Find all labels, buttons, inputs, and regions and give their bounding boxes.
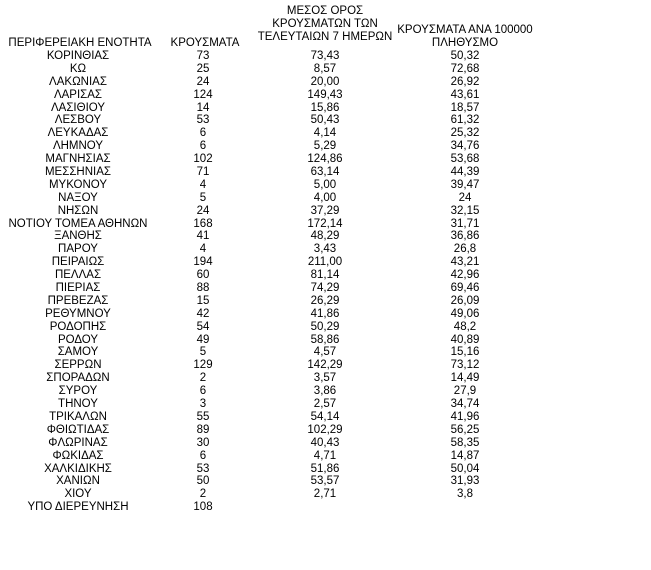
cell-regional-unit: ΞΑΝΘΗΣ — [54, 230, 102, 243]
cell-cases-per-100000: 42,96 — [450, 269, 480, 282]
cell-cases-per-100000: 50,04 — [450, 462, 480, 475]
cell-7day-average: 40,43 — [310, 436, 340, 449]
table-row — [0, 385, 651, 398]
table-row — [0, 89, 651, 102]
cell-7day-average: 50,43 — [310, 114, 340, 127]
cell-7day-average: 5,29 — [313, 140, 337, 153]
cell-7day-average: 63,14 — [310, 166, 340, 179]
cell-cases-per-100000: 26,8 — [453, 243, 477, 256]
cell-7day-average: 74,29 — [310, 282, 340, 295]
cell-regional-unit: ΣΑΜΟΥ — [57, 346, 99, 359]
cell-cases: 50 — [196, 475, 210, 488]
cell-cases-per-100000: 50,32 — [450, 50, 480, 62]
table-row — [0, 269, 651, 282]
table-row — [0, 140, 651, 153]
cell-cases-per-100000: 27,9 — [453, 385, 477, 398]
cell-cases: 168 — [193, 217, 213, 230]
cell-regional-unit: ΛΗΜΝΟΥ — [52, 140, 104, 153]
cell-cases: 108 — [193, 501, 213, 514]
cell-cases-per-100000: 58,35 — [450, 436, 480, 449]
table-row — [0, 488, 651, 501]
cell-cases-per-100000: 41,96 — [450, 410, 480, 423]
cell-regional-unit: ΛΑΣΙΘΙΟΥ — [50, 101, 106, 114]
table-row — [0, 218, 651, 231]
cell-7day-average: 54,14 — [310, 410, 340, 423]
cell-regional-unit: ΝΑΞΟΥ — [58, 191, 98, 204]
cell-7day-average: 172,14 — [307, 217, 343, 230]
cell-regional-unit: ΣΥΡΟΥ — [58, 385, 98, 398]
cell-regional-unit: ΤΡΙΚΑΛΩΝ — [49, 410, 107, 423]
cell-cases: 2 — [199, 372, 207, 385]
cell-7day-average: 211,00 — [307, 256, 343, 269]
cell-7day-average: 48,29 — [310, 230, 340, 243]
cell-cases: 124 — [193, 88, 213, 101]
cell-7day-average: 4,14 — [313, 127, 337, 140]
cell-cases: 102 — [193, 153, 213, 166]
cell-7day-average: 3,57 — [313, 372, 337, 385]
cell-regional-unit: ΠΙΕΡΙΑΣ — [55, 282, 101, 295]
cell-cases: 194 — [193, 256, 213, 269]
cell-7day-average: 41,86 — [310, 307, 340, 320]
cell-7day-average: 5,00 — [313, 178, 337, 191]
cell-regional-unit: ΜΕΣΣΗΝΙΑΣ — [44, 166, 112, 179]
cell-7day-average: 58,86 — [310, 333, 340, 346]
table-row — [0, 475, 651, 488]
table-row — [0, 243, 651, 256]
cell-7day-average: 4,71 — [313, 449, 337, 462]
cell-cases-per-100000: 43,61 — [450, 88, 480, 101]
cell-cases-per-100000: 73,12 — [450, 359, 480, 372]
table-row — [0, 346, 651, 359]
cell-cases-per-100000: 34,74 — [450, 398, 480, 411]
cell-regional-unit: ΤΗΝΟΥ — [58, 398, 98, 411]
cell-7day-average: 142,29 — [307, 359, 343, 372]
cell-regional-unit: ΦΘΙΩΤΙΔΑΣ — [46, 423, 110, 436]
cell-cases-per-100000: 56,25 — [450, 423, 480, 436]
cell-cases: 5 — [199, 191, 207, 204]
cell-cases: 30 — [196, 436, 210, 449]
table-row — [0, 114, 651, 127]
header-line: ΚΡΟΥΣΜΑΤΑ ΑΝΑ 100000 — [397, 24, 533, 36]
cell-cases-per-100000: 14,49 — [450, 372, 480, 385]
cell-7day-average: 20,00 — [310, 75, 340, 88]
table-row — [0, 192, 651, 205]
cell-7day-average: 3,86 — [313, 385, 337, 398]
cell-regional-unit: ΛΑΚΩΝΙΑΣ — [49, 75, 107, 88]
cell-cases: 6 — [199, 127, 207, 140]
cell-cases: 73 — [196, 50, 210, 62]
cell-regional-unit: ΜΥΚΟΝΟΥ — [48, 178, 108, 191]
table-row — [0, 450, 651, 463]
cell-cases-per-100000: 31,93 — [450, 475, 480, 488]
cell-regional-unit: ΠΑΡΟΥ — [58, 243, 98, 256]
table-row — [0, 359, 651, 372]
header-line: ΠΕΡΙΦΕΡΕΙΑΚΗ ΕΝΟΤΗΤΑ — [8, 37, 152, 49]
cell-regional-unit: ΥΠΟ ΔΙΕΡΕΥΝΗΣΗ — [27, 501, 129, 514]
table-row — [0, 411, 651, 424]
table-row — [0, 63, 651, 76]
cell-regional-unit: ΛΕΣΒΟΥ — [54, 114, 102, 127]
header-7day-average — [255, 5, 395, 44]
table-row — [0, 153, 651, 166]
cell-cases: 71 — [196, 166, 210, 179]
cell-cases-per-100000: 39,47 — [450, 178, 480, 191]
header-line: ΠΛΗΘΥΣΜΟ — [431, 37, 499, 49]
table-row — [0, 437, 651, 450]
cell-cases-per-100000: 48,2 — [453, 320, 477, 333]
cell-cases: 89 — [196, 423, 210, 436]
cell-cases: 54 — [196, 320, 210, 333]
cell-cases: 4 — [199, 243, 207, 256]
cell-cases-per-100000: 26,09 — [450, 294, 480, 307]
cell-cases: 6 — [199, 140, 207, 153]
cell-cases-per-100000: 72,68 — [450, 62, 480, 75]
table-row — [0, 398, 651, 411]
cell-cases: 5 — [199, 346, 207, 359]
table-row — [0, 205, 651, 218]
cell-cases: 14 — [196, 101, 210, 114]
header-cases-per-100000 — [390, 24, 540, 50]
cell-7day-average: 8,57 — [313, 62, 337, 75]
cell-regional-unit: ΦΩΚΙΔΑΣ — [52, 449, 104, 462]
cell-regional-unit: ΝΟΤΙΟΥ ΤΟΜΕΑ ΑΘΗΝΩΝ — [8, 217, 148, 230]
cell-7day-average: 4,00 — [313, 191, 337, 204]
table-row — [0, 334, 651, 347]
cell-regional-unit: ΧΑΛΚΙΔΙΚΗΣ — [44, 462, 112, 475]
cell-regional-unit: ΚΟΡΙΝΘΙΑΣ — [46, 50, 110, 62]
cell-cases: 42 — [196, 307, 210, 320]
table-row — [0, 463, 651, 476]
table-row — [0, 76, 651, 89]
cell-7day-average: 50,29 — [310, 320, 340, 333]
cell-cases-per-100000: 31,71 — [450, 217, 480, 230]
cell-cases-per-100000: 32,15 — [450, 204, 480, 217]
cell-cases: 53 — [196, 114, 210, 127]
cell-cases-per-100000: 25,32 — [450, 127, 480, 140]
cell-cases: 24 — [196, 75, 210, 88]
cell-regional-unit: ΣΕΡΡΩΝ — [54, 359, 102, 372]
table-row — [0, 166, 651, 179]
cell-cases: 41 — [196, 230, 210, 243]
table-row — [0, 308, 651, 321]
cell-regional-unit: ΡΟΔΟΠΗΣ — [49, 320, 107, 333]
cell-cases: 25 — [196, 62, 210, 75]
cell-7day-average: 124,86 — [307, 153, 343, 166]
cell-regional-unit: ΦΛΩΡΙΝΑΣ — [48, 436, 108, 449]
header-cases — [160, 37, 250, 50]
cell-cases: 3 — [199, 398, 207, 411]
cell-cases: 55 — [196, 410, 210, 423]
cell-regional-unit: ΡΕΘΥΜΝΟΥ — [45, 307, 111, 320]
cell-7day-average: 37,29 — [310, 204, 340, 217]
cell-cases-per-100000: 14,87 — [450, 449, 480, 462]
cell-regional-unit: ΜΑΓΝΗΣΙΑΣ — [45, 153, 111, 166]
cell-7day-average: 149,43 — [307, 88, 343, 101]
cell-regional-unit: ΡΟΔΟΥ — [57, 333, 99, 346]
cell-7day-average: 81,14 — [310, 269, 340, 282]
cell-regional-unit: ΠΕΙΡΑΙΩΣ — [51, 256, 105, 269]
cell-cases-per-100000: 61,32 — [450, 114, 480, 127]
cell-regional-unit: ΠΕΛΛΑΣ — [54, 269, 102, 282]
cell-cases-per-100000: 43,21 — [450, 256, 480, 269]
table-row — [0, 295, 651, 308]
cell-cases-per-100000: 49,06 — [450, 307, 480, 320]
cell-7day-average: 15,86 — [310, 101, 340, 114]
cell-regional-unit: ΛΑΡΙΣΑΣ — [53, 88, 103, 101]
table-row — [0, 321, 651, 334]
table-row — [0, 50, 651, 63]
header-line: ΚΡΟΥΣΜΑΤΑ — [170, 37, 240, 49]
cell-cases-per-100000: 53,68 — [450, 153, 480, 166]
cell-cases: 15 — [196, 294, 210, 307]
cell-cases-per-100000: 18,57 — [450, 101, 480, 114]
table-row — [0, 372, 651, 385]
cell-cases: 6 — [199, 449, 207, 462]
cell-cases-per-100000: 15,16 — [450, 346, 480, 359]
header-line: ΜΕΣΟΣ ΟΡΟΣ — [286, 5, 364, 17]
cell-cases-per-100000: 44,39 — [450, 166, 480, 179]
cell-regional-unit: ΣΠΟΡΑΔΩΝ — [46, 372, 110, 385]
cell-cases-per-100000: 34,76 — [450, 140, 480, 153]
cell-cases: 53 — [196, 462, 210, 475]
table-row — [0, 256, 651, 269]
table-row — [0, 501, 651, 514]
cell-cases-per-100000: 26,92 — [450, 75, 480, 88]
table-row — [0, 424, 651, 437]
cell-7day-average: 73,43 — [310, 50, 340, 62]
cell-regional-unit: ΝΗΣΩΝ — [57, 204, 99, 217]
cell-cases: 6 — [199, 385, 207, 398]
table-body — [0, 50, 651, 514]
cell-7day-average: 53,57 — [310, 475, 340, 488]
cell-cases: 49 — [196, 333, 210, 346]
table-row — [0, 179, 651, 192]
cell-cases-per-100000: 40,89 — [450, 333, 480, 346]
cell-7day-average: 2,57 — [313, 398, 337, 411]
cell-cases: 24 — [196, 204, 210, 217]
header-line: ΤΕΛΕΥΤΑΙΩΝ 7 ΗΜΕΡΩΝ — [257, 31, 393, 43]
cell-cases: 129 — [193, 359, 213, 372]
cell-cases: 88 — [196, 282, 210, 295]
cell-regional-unit: ΚΩ — [69, 62, 87, 75]
cell-7day-average: 3,43 — [313, 243, 337, 256]
cell-cases: 2 — [199, 488, 207, 501]
cell-regional-unit: ΛΕΥΚΑΔΑΣ — [47, 127, 109, 140]
table-row — [0, 282, 651, 295]
table-row — [0, 102, 651, 115]
cell-7day-average: 26,29 — [310, 294, 340, 307]
table-row — [0, 230, 651, 243]
cell-regional-unit: ΧΙΟΥ — [64, 488, 92, 501]
header-line: ΚΡΟΥΣΜΑΤΩΝ ΤΩΝ — [272, 18, 378, 30]
header-regional-unit — [0, 37, 160, 50]
cell-cases: 4 — [199, 178, 207, 191]
cell-regional-unit: ΠΡΕΒΕΖΑΣ — [47, 294, 109, 307]
cell-7day-average: 102,29 — [307, 423, 343, 436]
cell-cases-per-100000: 3,8 — [457, 488, 473, 501]
cell-7day-average: 2,71 — [313, 488, 337, 501]
cell-cases-per-100000: 69,46 — [450, 282, 480, 295]
cell-7day-average: 4,57 — [313, 346, 337, 359]
cell-7day-average: 51,86 — [310, 462, 340, 475]
cell-cases-per-100000: 24 — [458, 191, 472, 204]
cell-regional-unit: ΧΑΝΙΩΝ — [56, 475, 100, 488]
cell-cases: 60 — [196, 269, 210, 282]
cell-cases-per-100000: 36,86 — [450, 230, 480, 243]
table-row — [0, 127, 651, 140]
